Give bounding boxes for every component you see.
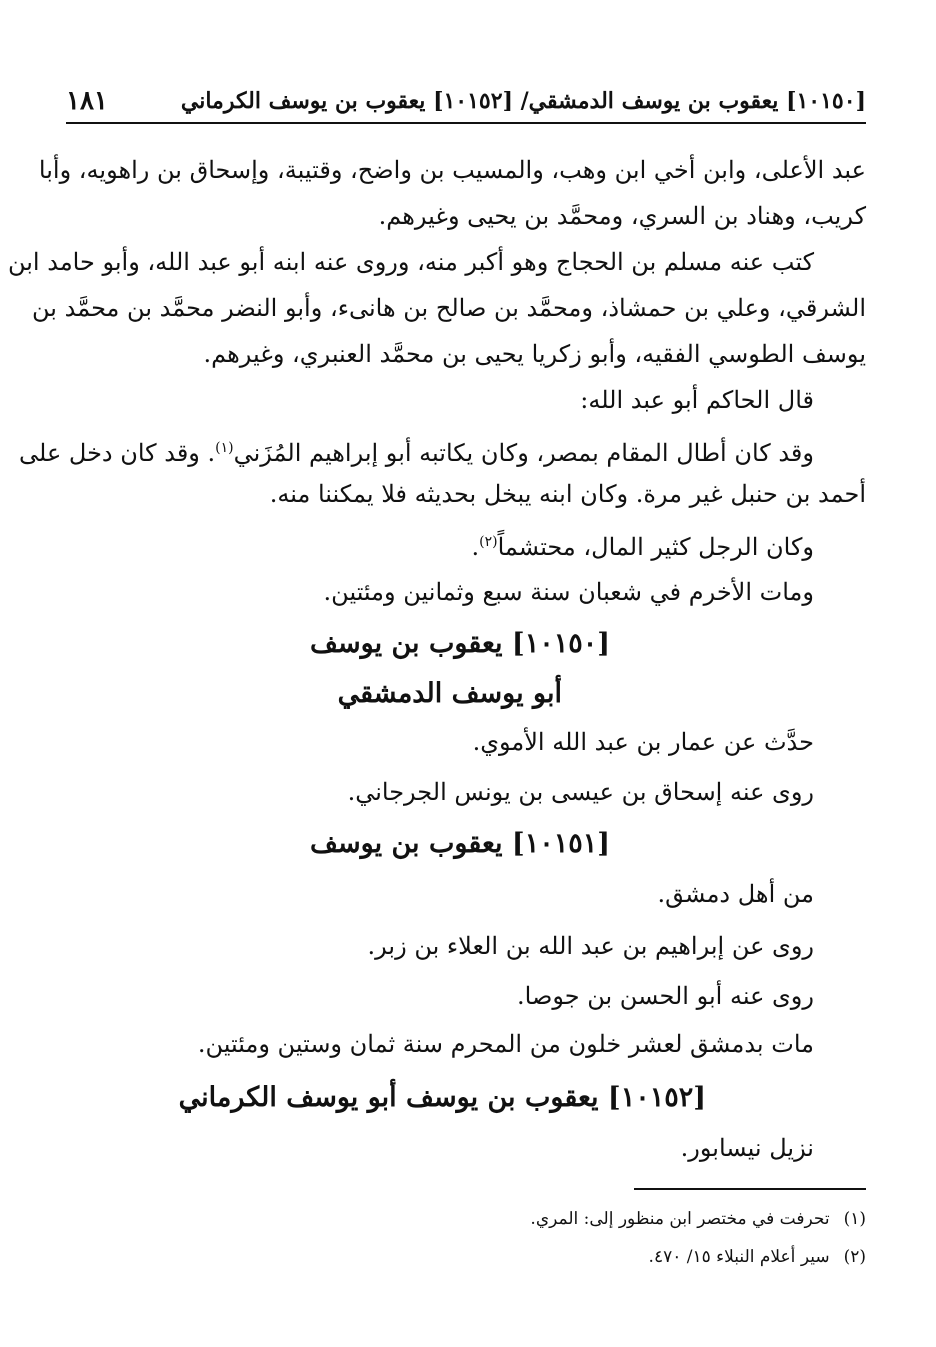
running-head: [١٠١٥٠] يعقوب بن يوسف الدمشقي/ [١٠١٥٢] يعقوب بن يوسف الكرماني [180,88,866,114]
entry-heading: [١٠١٥٠] يعقوب بن يوسف [310,628,610,659]
footnote-number: (٢) [843,1247,866,1267]
text-span: وكان الرجل كثير المال، محتشماً [497,533,814,561]
text-line: كتب عنه مسلم بن الحجاج وهو أكبر منه، وروى عنه ابنه أبو عبد الله، وأبو حامد ابن [7,248,814,276]
text-line: كريب، وهناد بن السري، ومحمَّد بن يحيى وغيرهم. [378,202,866,230]
entry-subheading: أبو يوسف الدمشقي [337,678,562,709]
page-header [66,78,866,124]
footnote-text: تحرفت في مختصر ابن منظور إلى: المري. [530,1209,830,1229]
text-line: قال الحاكم أبو عبد الله: [580,386,814,414]
text-line: أحمد بن حنبل غير مرة. وكان ابنه يبخل بحديثه فلا يمكننا منه. [269,480,866,508]
footnote-ref: (٢) [479,534,498,550]
text-span: . وقد كان دخل على [19,439,216,467]
entry-heading: [١٠١٥١] يعقوب بن يوسف [310,828,610,859]
text-line: من أهل دمشق. [657,880,814,908]
text-span: وقد كان أطال المقام بمصر، وكان يكاتبه أبو إبراهيم المُزَني [233,439,814,467]
text-span: . [471,533,480,561]
footnote-number: (١) [843,1209,866,1229]
footnote-text: سير أعلام النبلاء ١٥/ ٤٧٠. [648,1247,830,1267]
text-line: روى عن إبراهيم بن عبد الله بن العلاء بن زبر. [367,932,814,960]
page-number: ١٨١ [66,86,108,116]
text-line: مات بدمشق لعشر خلون من المحرم سنة ثمان وستين ومئتين. [197,1030,814,1058]
text-line: حدَّث عن عمار بن عبد الله الأموي. [472,728,814,756]
text-line: روى عنه إسحاق بن عيسى بن يونس الجرجاني. [347,778,814,806]
footnote [649,1242,866,1272]
text-line: نزيل نيسابور. [680,1134,814,1162]
text-line: ومات الأخرم في شعبان سنة سبع وثمانين ومئتين. [323,578,814,606]
text-line [471,522,814,567]
text-line: روى عنه أبو الحسن بن جوصا. [517,982,814,1010]
text-line: الشرقي، وعلي بن حمشاذ، ومحمَّد بن صالح بن هانىء، وأبو النضر محمَّد بن محمَّد بن [32,294,866,322]
footnote-ref: (١) [215,440,234,456]
text-line [19,428,814,473]
text-line: عبد الأعلى، وابن أخي ابن وهب، والمسيب بن واضح، وقتيبة، وإسحاق بن راهويه، وأبا [38,156,866,184]
text-line: يوسف الطوسي الفقيه، وأبو زكريا يحيى بن محمَّد العنبري، وغيرهم. [203,340,866,368]
footnote [530,1204,866,1234]
footnote-divider [634,1188,866,1190]
entry-heading: [١٠١٥٢] يعقوب بن يوسف أبو يوسف الكرماني [178,1082,706,1113]
